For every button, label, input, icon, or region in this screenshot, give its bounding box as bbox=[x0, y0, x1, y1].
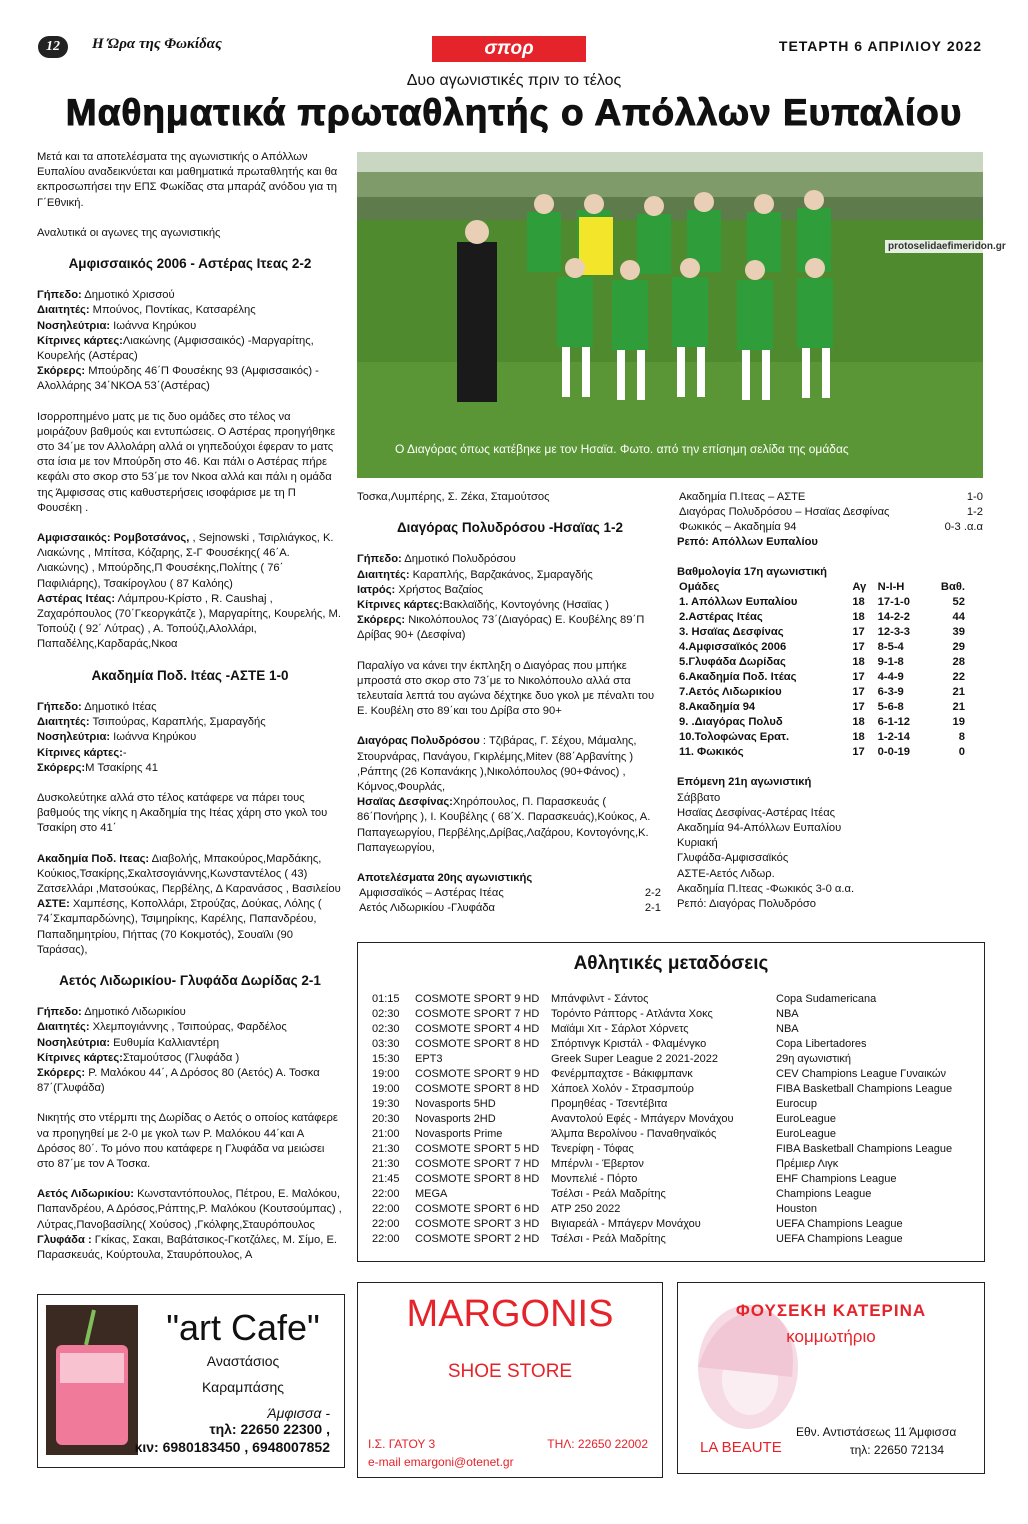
ad-fouseki bbox=[677, 1282, 985, 1474]
tv-time: 22:00 bbox=[372, 1203, 400, 1215]
tv-competition: Πρέμιερ Λιγκ bbox=[776, 1158, 839, 1170]
next-round-title: Επόμενη 21η αγωνιστική bbox=[677, 776, 812, 789]
tv-time: 22:00 bbox=[372, 1188, 400, 1200]
ad-town: Άμφισσα - bbox=[267, 1405, 330, 1421]
table-row: 7.Αετός Λιδωρικίου 17 6-3-9 21 bbox=[679, 686, 965, 699]
table-row: 2.Αστέρας Ιτέας 18 14-2-2 44 bbox=[679, 611, 965, 624]
tv-competition: UEFA Champions League bbox=[776, 1218, 903, 1230]
tv-time: 21:30 bbox=[372, 1158, 400, 1170]
article-headline: Μαθηματικά πρωταθλητής ο Απόλλων Ευπαλίου bbox=[65, 92, 963, 133]
tv-time: 20:30 bbox=[372, 1113, 400, 1125]
tv-event: Βιγιαρεάλ - Μπάγερν Μονάχου bbox=[551, 1218, 701, 1230]
tv-channel: COSMOTE SPORT 8 HD bbox=[415, 1038, 540, 1050]
match-report: Δυσκολεύτηκε αλλά στο τέλος κατάφερε να πάρει τους βαθμούς της νίκης η Ακαδημία της Ιτέας χάρη στο γκολ του Τσακίρη στο 41΄ bbox=[37, 791, 328, 835]
table-row: 1. Απόλλων Ευπαλίου 18 17-1-0 52 bbox=[679, 596, 965, 609]
tv-competition: EHF Champions League bbox=[776, 1173, 897, 1185]
ad-name: "art Cafe" bbox=[166, 1307, 320, 1348]
tv-time: 19:00 bbox=[372, 1083, 400, 1095]
tv-competition: FIBA Basketball Champions League bbox=[776, 1143, 953, 1155]
match-title: Αμφισσαικός 2006 - Αστέρας Ιτεας 2-2 bbox=[68, 256, 312, 272]
tv-competition: Champions League bbox=[776, 1188, 872, 1200]
rest-team: Ρεπό: Απόλλων Ευπαλίου bbox=[677, 536, 818, 548]
tv-event: Αναντολού Εφές - Μπάγερν Μονάχου bbox=[551, 1113, 734, 1125]
tv-competition: 29η αγωνιστική bbox=[776, 1053, 851, 1065]
newspaper-name: Η Ώρα της Φωκίδας bbox=[92, 36, 222, 52]
tv-time: 01:15 bbox=[372, 993, 400, 1005]
results-title: Αποτελέσματα 20ης αγωνιστικής bbox=[357, 872, 533, 885]
tv-channel: COSMOTE SPORT 9 HD bbox=[415, 1068, 540, 1080]
tv-competition: Houston bbox=[776, 1203, 817, 1215]
tv-competition: EuroLeague bbox=[776, 1128, 836, 1140]
lineup: ΑΣΤΕ: Χαμπέσης, Κοπολλάρι, Στρούζας, Δούκας, Λόλης ( 74΄Σκαμπαρδώνης), Τσιμηρίκης, Καρέλης, Παπανδρέου, Παπαδημητρίου, Πήττας (70 Κοκμοτός), Σουαϊλι (90 Ταράσας), bbox=[37, 898, 322, 956]
tv-competition: Copa Sudamericana bbox=[776, 993, 877, 1005]
results-table bbox=[677, 490, 985, 535]
photo-caption: Ο Διαγόρας όπως κατέβηκε με τον Ησαϊα. Φωτο. από την επίσημη σελίδα της ομάδας bbox=[395, 442, 849, 456]
next-round-list: Σάββατο Ησαϊας Δεσφίνας-Αστέρας Ιτέας Ακαδημία 94-Απόλλων Ευπαλίου Κυριακή Γλυφάδα-Αμφισσαϊκός ΑΣΤΕ-Αετός Λιδωρ. Ακαδημία Π.Ιτεας -Φωκικός 3-0 α.α. Ρεπό: Διαγόρας Πολυδρόσο bbox=[677, 791, 855, 911]
tv-time: 19:30 bbox=[372, 1098, 400, 1110]
match-info: Γήπεδο: Δημοτικό Λιδωρικίου Διαιτητές: Χλεμπογιάννης , Τσιπούρας, Φαρδέλος Νοσηλεύτρια: Ευθυμία Καλλιαντέρη Κίτρινες κάρτες:Σταμούτσος (Γλυφάδα ) Σκόρερς: Ρ. Μαλόκου 44΄, Α Δρόσος 80 (Αετός) Α. Τοσκα 87΄(Γλυφάδα) bbox=[37, 1006, 320, 1095]
match-report: Νικητής στο ντέρμπι της Δωρίδας ο Αετός ο οποίος κατάφερε να προηγηθεί με 2-0 με γκολ των Ρ. Μαλόκου 44΄και Α Δρόσος 80΄. Το μόνο που κατάφερε η Γλυφάδα να μειώσει στο 87΄με τον Α Τοσκα. bbox=[37, 1112, 338, 1170]
issue-date: ΤΕΤΑΡΤΗ 6 ΑΠΡΙΛΙΟΥ 2022 bbox=[778, 38, 982, 54]
ad-subtitle: SHOE STORE bbox=[447, 1361, 573, 1382]
tv-event: Μπάνφιλντ - Σάντος bbox=[551, 993, 649, 1005]
tv-channel: COSMOTE SPORT 9 HD bbox=[415, 993, 540, 1005]
ad-owner-first: Αναστάσιος bbox=[206, 1353, 280, 1369]
right-column bbox=[677, 490, 985, 912]
table-row: 8.Ακαδημία 94 17 5-6-8 21 bbox=[679, 701, 965, 714]
match-title: Διαγόρας Πολυδρόσου -Ησαϊας 1-2 bbox=[396, 520, 624, 536]
table-row: 10.Τολοφώνας Ερατ. 18 1-2-14 8 bbox=[679, 731, 965, 744]
ad-name: ΦΟΥΣΕΚΗ ΚΑΤΕΡΙΝΑ bbox=[735, 1301, 927, 1320]
table-row: 6.Ακαδημία Ποδ. Ιτέας 17 4-4-9 22 bbox=[679, 671, 965, 684]
tv-time: 22:00 bbox=[372, 1218, 400, 1230]
tv-channel: COSMOTE SPORT 8 HD bbox=[415, 1173, 540, 1185]
tv-listings-title: Αθλητικές μεταδόσεις bbox=[573, 953, 769, 974]
tv-channel: ΕΡΤ3 bbox=[415, 1053, 443, 1065]
table-row: 4.Αμφισσαϊκός 2006 17 8-5-4 29 bbox=[679, 641, 965, 654]
ad-brand: LA BEAUTE bbox=[700, 1439, 782, 1456]
article-intro-2: Αναλυτικά οι αγωνες της αγωνιστικής bbox=[37, 226, 221, 239]
tv-event: Τορόντο Ράπτορς - Ατλάντα Χοκς bbox=[551, 1008, 713, 1020]
table-row: Φωκικός – Ακαδημία 94 0-3 .α.α bbox=[679, 521, 983, 533]
lineup: Γλυφάδα : Γκίκας, Σακαι, Βαβάτσικος-Γκοτζάλες, Μ. Σίμο, Ε. Παρασκευάς, Κούρτουλα, Σταυρόπουλος, Α bbox=[37, 1233, 338, 1261]
ad-phone: τηλ: 22650 22300 , bbox=[209, 1421, 330, 1437]
article-kicker: Δυο αγωνιστικές πριν το τέλος bbox=[406, 72, 622, 89]
lineup: Αετός Λιδωρικίου: Κωνσταντόπουλος, Πέτρου, Ε. Μαλόκου, Παπανδρέου, Α Δρόσος,Ράπτης,Ρ. Μαλόκου (Κουτσούμπας) , Λύτρας,Πανοβασίλης( Χούσος) ,Γκόλφης,Σταυρόπουλος bbox=[37, 1188, 342, 1231]
ad-owner-last: Καραμπάσης bbox=[201, 1379, 285, 1395]
tv-time: 03:30 bbox=[372, 1038, 400, 1050]
tv-competition: Copa Libertadores bbox=[776, 1038, 867, 1050]
standings-table bbox=[677, 580, 967, 760]
tv-time: 21:45 bbox=[372, 1173, 400, 1185]
tv-competition: EuroLeague bbox=[776, 1113, 836, 1125]
tv-time: 02:30 bbox=[372, 1023, 400, 1035]
tv-channel: MEGA bbox=[415, 1188, 448, 1200]
tv-event: Μπέρνλι - Έβερτον bbox=[551, 1158, 644, 1170]
tv-channel: COSMOTE SPORT 6 HD bbox=[415, 1203, 540, 1215]
match-continued: Τοσκα,Λυμπέρης, Σ. Ζέκα, Σταμούτσος bbox=[357, 491, 550, 503]
article-intro: Μετά και τα αποτελέσματα της αγωνιστικής ο Απόλλων Ευπαλίου αναδεικνύεται και μαθηματικά πρωταθλητής και θα εκπροσωπήσει την ΕΠΣ Φωκίδας στα μπαράζ ανόδου για τη Γ΄Εθνική. bbox=[37, 151, 338, 209]
results-table bbox=[357, 886, 663, 916]
tv-channel: Novasports 2HD bbox=[415, 1113, 496, 1125]
tv-competition: UEFA Champions League bbox=[776, 1233, 903, 1245]
match-title: Αετός Λιδωρικίου- Γλυφάδα Δωρίδας 2-1 bbox=[59, 972, 321, 988]
table-row: 11. Φωκικός 17 0-0-19 0 bbox=[679, 746, 965, 759]
section-label: σπορ bbox=[432, 36, 586, 62]
table-row: Αετός Λιδωρικίου -Γλυφάδα 2-1 bbox=[359, 902, 661, 915]
tv-competition: NBA bbox=[776, 1023, 799, 1035]
ad-email: e-mail emargoni@otenet.gr bbox=[368, 1455, 514, 1469]
tv-event: Άλμπα Βερολίνου - Παναθηναϊκός bbox=[551, 1128, 717, 1140]
tv-time: 02:30 bbox=[372, 1008, 400, 1020]
match-info: Γήπεδο: Δημοτικό Πολυδρόσου Διαιτητές: Καραπλής, Βαρζακάνος, Σμαραγδής Ιατρός: Χρήστος Βαζαίος Κίτρινες κάρτες:Βακλαϊδής, Κοντογόνης (Ησαϊας ) Σκόρερς: Νικολόπουλος 73΄(Διαγόρας) Ε. Κουβέλης 89΄Π Δρίβας 90+ (Δεσφίνα) bbox=[357, 553, 645, 642]
tv-event: Μαϊάμι Χιτ - Σάρλοτ Χόρνετς bbox=[551, 1023, 689, 1035]
left-column bbox=[37, 150, 343, 1263]
tv-event: Τσέλσι - Ρεάλ Μαδρίτης bbox=[551, 1188, 666, 1200]
ad-art-cafe bbox=[37, 1294, 345, 1468]
ad-phone: ΤΗΛ: 22650 22002 bbox=[547, 1437, 648, 1451]
match-report: Ισορροπημένο ματς με τις δυο ομάδες στο τέλος να μοιράζουν βαθμούς και εντυπώσεις. Ο Αστέρας προηγήθηκε στο 34΄με τον Αλλολάρη αλλά οι γηπεδούχοι έφεραν το ματς στα ίσια με τον Μπούρδη στο 46. Και πάλι ο Αστέρας πήρε κεφάλι στο σκορ στο 53΄με τον Νκοα αλλά και πάλι η ομάδα της Άμφισσας στις καθυστερήσεις ισοφάρισε με τη Π Φουσέκη . bbox=[37, 410, 336, 514]
tv-channel: COSMOTE SPORT 2 HD bbox=[415, 1233, 540, 1245]
page-number: 12 bbox=[38, 36, 68, 58]
tv-channel: COSMOTE SPORT 5 HD bbox=[415, 1143, 540, 1155]
ad-name: MARGONIS bbox=[406, 1293, 614, 1335]
lineup: Αμφισσαικός: Ρομβοτσάνος, , Sejnowski , Τσιρλιάγκος, Κ. Λιακώνης , Μπίτσα, Κόζαρης, Σ-Γ Φουσέκης( 46΄Α. Λιακώνης) , Μπούρδης,Π Φουσέκης,Πολίτης ( 76΄ Παφιλιάρης), Τσακίρογλου ( 87 Καλόης) bbox=[37, 532, 334, 590]
lineup: Διαγόρας Πολυδρόσου : Τζιβάρας, Γ. Σέχου, Μάμαλης, Στουρνάρας, Πανάγου, Γκιρλέμης,Mitev (88΄Αρβανίτης ) ,Ράπτης (26 Κοπανάκης ),Νικολόπουλος (90+Φάνος) , Κόμνος,Φουρλάς, bbox=[357, 735, 637, 794]
table-header-row: Ομάδες Αγ Ν-Ι-Η Βαθ. bbox=[679, 581, 965, 594]
tv-competition: NBA bbox=[776, 1008, 799, 1020]
tv-time: 21:00 bbox=[372, 1128, 400, 1140]
tv-event: Greek Super League 2 2021-2022 bbox=[551, 1053, 718, 1065]
team-photo-illustration bbox=[357, 152, 983, 478]
ad-margonis bbox=[357, 1282, 663, 1478]
watermark: protoselidaefimeridon.gr bbox=[885, 240, 1009, 253]
woman-portrait-image bbox=[688, 1297, 808, 1457]
ad-subtitle: κομμωτήριο bbox=[786, 1327, 876, 1346]
tv-time: 19:00 bbox=[372, 1068, 400, 1080]
tv-event: Προμηθέας - Τσεντέβιτα bbox=[551, 1098, 668, 1110]
table-row: 3. Ησαϊας Δεσφίνας 17 12-3-3 39 bbox=[679, 626, 965, 639]
standings-title: Βαθμολογία 17η αγωνιστική bbox=[677, 566, 828, 579]
tv-event: ATP 250 2022 bbox=[551, 1203, 621, 1215]
tv-competition: CEV Champions League Γυναικών bbox=[776, 1068, 946, 1080]
table-row: Αμφισσαϊκός – Αστέρας Ιτέας 2-2 bbox=[359, 887, 661, 900]
tv-event: Τενερίφη - Τόφας bbox=[551, 1143, 634, 1155]
table-row: 9. .Διαγόρας Πολυδ 18 6-1-12 19 bbox=[679, 716, 965, 729]
cocktail-image bbox=[46, 1305, 138, 1455]
lineup: Αστέρας Ιτέας: Λάμπρου-Κρίστο , R. Caushaj , Ζαχαρόπουλος (70΄Γκεοργκάτζε ), Μαργαρίτης, Κουρελής, Μ. Τοπούζι ( 92΄ Λύτρας) , Α. Τοπούζι,Αλολλάρι, Παπαδέλης,Καρδαράς,Νκοα bbox=[37, 592, 341, 651]
ad-address: Ι.Σ. ΓΑΤΟΥ 3 bbox=[368, 1437, 436, 1451]
tv-event: Φενέρμπαχτσε - Βάκιφμπανκ bbox=[551, 1068, 693, 1080]
tv-channel: Novasports Prime bbox=[415, 1128, 503, 1140]
match-report: Παραλίγο να κάνει την έκπληξη ο Διαγόρας που μπήκε μπροστά στο σκορ στο 73΄με το Νικολόπουλο αλλά στα τελευταία λεπτά του αγώνα δέχτηκε δυο γκολ με πέναλτι του Ε. Κουβέλη στο 89΄και του Δρίβα στο 90+ bbox=[357, 659, 655, 718]
tv-channel: COSMOTE SPORT 3 HD bbox=[415, 1218, 540, 1230]
tv-channel: COSMOTE SPORT 7 HD bbox=[415, 1158, 540, 1170]
ad-phone: τηλ: 22650 72134 bbox=[849, 1443, 944, 1457]
tv-event: Μονπελιέ - Πόρτο bbox=[551, 1173, 638, 1185]
tv-competition: FIBA Basketball Champions League bbox=[776, 1083, 953, 1095]
table-row: 5.Γλυφάδα Δωρίδας 18 9-1-8 28 bbox=[679, 656, 965, 669]
lineup: Ακαδημία Ποδ. Ιτεας: Διαβολής, Μπακούρος,Μαρδάκης, Κούκιος,Τσακίρης,Σκαλτσογιάννης,Κωνσταντέλος ( 43) Ζατσελλάρι ,Ματσούκας, Περβέλης, Δ Καρανάσος , Βασιλείου bbox=[37, 852, 341, 895]
ad-address: Εθν. Αντιστάσεως 11 Άμφισσα bbox=[796, 1425, 957, 1439]
tv-event: Χάποελ Χολόν - Στρασμπούρ bbox=[551, 1083, 694, 1095]
tv-event: Τσέλσι - Ρεάλ Μαδρίτης bbox=[551, 1233, 666, 1245]
tv-channel: COSMOTE SPORT 7 HD bbox=[415, 1008, 540, 1020]
tv-competition: Eurocup bbox=[776, 1098, 817, 1110]
middle-column bbox=[357, 490, 663, 916]
table-row: Διαγόρας Πολυδρόσου – Ησαϊας Δεσφίνας 1-2 bbox=[679, 506, 983, 518]
tv-time: 21:30 bbox=[372, 1143, 400, 1155]
tv-time: 15:30 bbox=[372, 1053, 400, 1065]
table-row: Ακαδημία Π.Ιτεας – ΑΣΤΕ 1-0 bbox=[679, 491, 983, 503]
lineup: Ησαϊας Δεσφίνας:Χηρόπουλος, Π. Παρασκευάς ( 86΄Πονήρης ), Ι. Κουβέλης ( 68΄Χ. Παρασκευάς),Κούκος, Α. Παπαγεωργίου, Περβέλης,Δρίβας,Λαζάρου, Κοντογόνης,Κ. Παπαγεωργίου, bbox=[357, 796, 651, 854]
tv-event: Σπόρτινγκ Κριστάλ - Φλαμένγκο bbox=[551, 1038, 707, 1050]
ad-mobile: κιν: 6980183450 , 6948007852 bbox=[134, 1439, 330, 1455]
match-info: Γήπεδο: Δημοτικό Ιτέας Διαιτητές: Τσιπούρας, Καραπλής, Σμαραγδής Νοσηλεύτρια: Ιωάννα Κηρύκου Κίτρινες κάρτες:- Σκόρερς:Μ Τσακίρης 41 bbox=[37, 700, 266, 774]
tv-time: 22:00 bbox=[372, 1233, 400, 1245]
tv-channel: COSMOTE SPORT 4 HD bbox=[415, 1023, 540, 1035]
tv-channel: COSMOTE SPORT 8 HD bbox=[415, 1083, 540, 1095]
match-info: Γήπεδο: Δημοτικό Χρισσού Διαιτητές: Μπούνος, Ποντίκας, Κατσαρέλης Νοσηλεύτρια: Ιωάννα Κηρύκου Κίτρινες κάρτες:Λιακώνης (Αμφισσαικός) -Μαργαρίτης, Κουρελής (Αστέρας) Σκόρερς: Μπούρδης 46΄Π Φουσέκης 93 (Αμφισσαικός) - Αλολλάρης 34΄ΝΚΟΑ 53΄(Αστέρας) bbox=[37, 289, 319, 393]
match-title: Ακαδημία Ποδ. Ιτέας -ΑΣΤΕ 1-0 bbox=[91, 667, 289, 683]
team-photo bbox=[357, 152, 983, 478]
tv-listings-box bbox=[357, 942, 985, 1262]
tv-channel: Novasports 5HD bbox=[415, 1098, 496, 1110]
